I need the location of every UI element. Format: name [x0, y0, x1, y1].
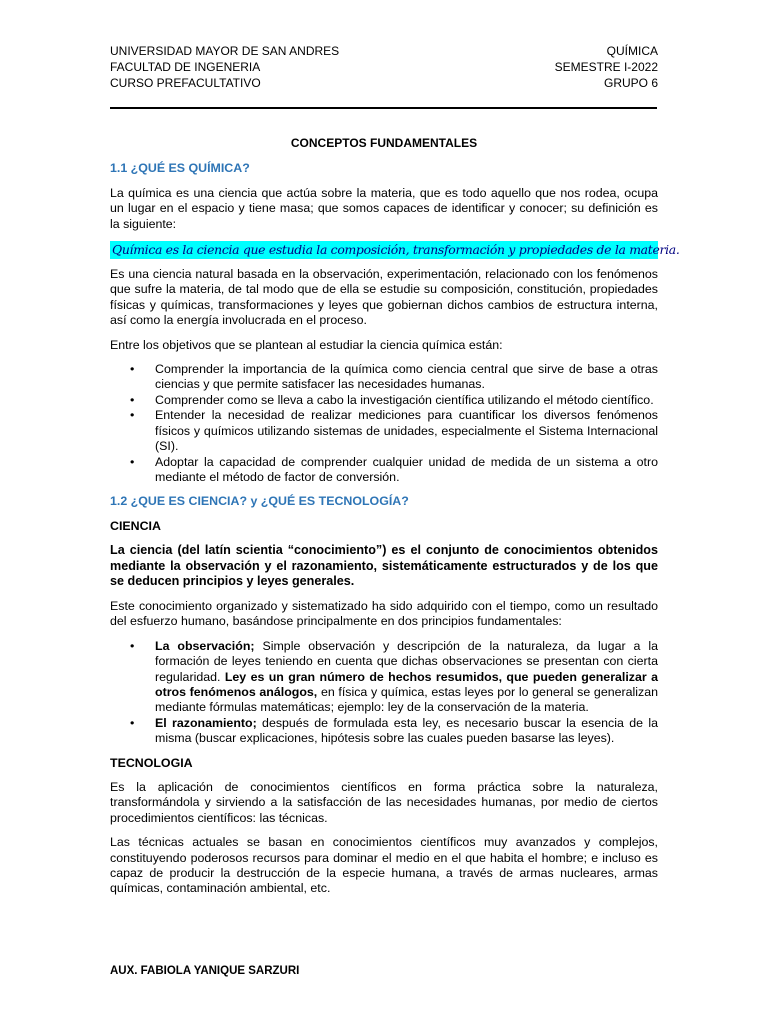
header-divider	[110, 107, 657, 109]
paragraph: La química es una ciencia que actúa sobre la materia, que es todo aquello que nos rodea, ocupa un lugar en el espacio y tiene masa; que somos capaces de identificar y conocer; su definición es la siguiente:	[110, 185, 658, 231]
bullet-icon: •	[130, 392, 135, 407]
objectives-list	[110, 362, 658, 485]
footer-author: AUX. FABIOLA YANIQUE SARZURI	[110, 965, 300, 977]
bullet-icon: •	[130, 454, 135, 469]
faculty-name: FACULTAD DE INGENERIA	[110, 60, 261, 74]
page-title: CONCEPTOS FUNDAMENTALES	[290, 136, 478, 150]
paragraph: Entre los objetivos que se plantean al estudiar la ciencia química están:	[110, 337, 503, 352]
section-heading-1-2: 1.2 ¿QUE ES CIENCIA? y ¿QUÉ ES TECNOLOGÍA?	[110, 494, 409, 509]
paragraph: Es la aplicación de conocimientos científicos en forma práctica sobre la naturaleza, transformándola y sirviendo a la satisfacción de las necesidades humanas, por medio de ciertos procedimientos científicos: las técnicas.	[110, 779, 658, 825]
bullet-icon: •	[130, 362, 135, 377]
university-name: UNIVERSIDAD MAYOR DE SAN ANDRES	[110, 44, 340, 58]
course-name: CURSO PREFACULTATIVO	[110, 76, 261, 90]
paragraph: Es una ciencia natural basada en la observación, experimentación, relacionado con los fenómenos que sufre la materia, de tal modo que de ella se estudie su composición, constitución, propiedades físicas y químicas, transformaciones y leyes que gobiernan dichos cambios de estructura interna, así como la energía involucrada en el proceso.	[110, 267, 658, 328]
list-item: • Comprender como se lleva a cabo la investigación científica utilizando el método científico.	[130, 392, 654, 407]
bullet-icon: •	[130, 715, 135, 730]
bullet-icon: •	[130, 408, 135, 423]
principles-list	[110, 639, 658, 747]
subheading-ciencia: CIENCIA	[110, 518, 161, 533]
bullet-icon: •	[130, 638, 135, 653]
list-item: • Adoptar la capacidad de comprender cualquier unidad de medida de un sistema a otro mediante el método de factor de conversión.	[130, 454, 658, 484]
paragraph: Las técnicas actuales se basan en conocimientos científicos muy avanzados y complejos, constituyendo poderosos recursos para dominar el medio en el que habita el hombre; e incluso es capaz de producir la destrucción de la especie humana, a través de armas nucleares, armas químicas, contaminación ambiental, etc.	[110, 835, 658, 896]
group: GRUPO 6	[603, 76, 658, 90]
header-left	[110, 43, 339, 91]
section-heading-1-1: 1.1 ¿QUÉ ES QUÍMICA?	[110, 161, 250, 176]
semester: SEMESTRE I-2022	[554, 60, 658, 74]
list-item: • Entender la necesidad de realizar mediciones para cuantificar los diversos fenómenos físicos y químicos utilizando sistemas de unidades, especialmente el Sistema Internacional (SI).	[130, 408, 658, 454]
list-item: • El razonamiento; después de formulada esta ley, es necesario buscar la esencia de la misma (buscar explicaciones, hipótesis sobre las cuales pueden basarse las leyes).	[130, 715, 658, 746]
paragraph: Este conocimiento organizado y sistematizado ha sido adquirido con el tiempo, como un resultado del esfuerzo humano, basándose principalmente en dos principios fundamentales:	[110, 598, 658, 629]
list-item: • La observación; Simple observación y descripción de la naturaleza, da lugar a la formación de leyes teniendo en cuenta que dichas observaciones se presentan con cierta regularidad. Ley es un gran número de hechos resumidos, que pueden generalizar a otros fenómenos análogos, en física y química, estas leyes por lo general se generalizan mediante fórmulas matemáticas; ejemplo: ley de la conservación de la materia.	[130, 638, 659, 715]
list-item: • Comprender la importancia de la química como ciencia central que sirve de base a otras ciencias y que permite satisfacer las necesidades humanas.	[130, 362, 658, 392]
highlighted-definition: Química es la ciencia que estudia la composición, transformación y propiedades de la materia.	[112, 242, 680, 258]
subject-name: QUÍMICA	[606, 44, 658, 58]
subheading-tecnologia: TECNOLOGIA	[110, 755, 193, 770]
science-definition: La ciencia (del latín scientia “conocimiento”) es el conjunto de conocimientos obtenidos mediante la observación y el razonamiento, sistemáticamente estructurados y de los que se deducen principios y leyes generales.	[110, 543, 658, 589]
document-body	[110, 136, 680, 906]
header-right	[555, 43, 658, 91]
